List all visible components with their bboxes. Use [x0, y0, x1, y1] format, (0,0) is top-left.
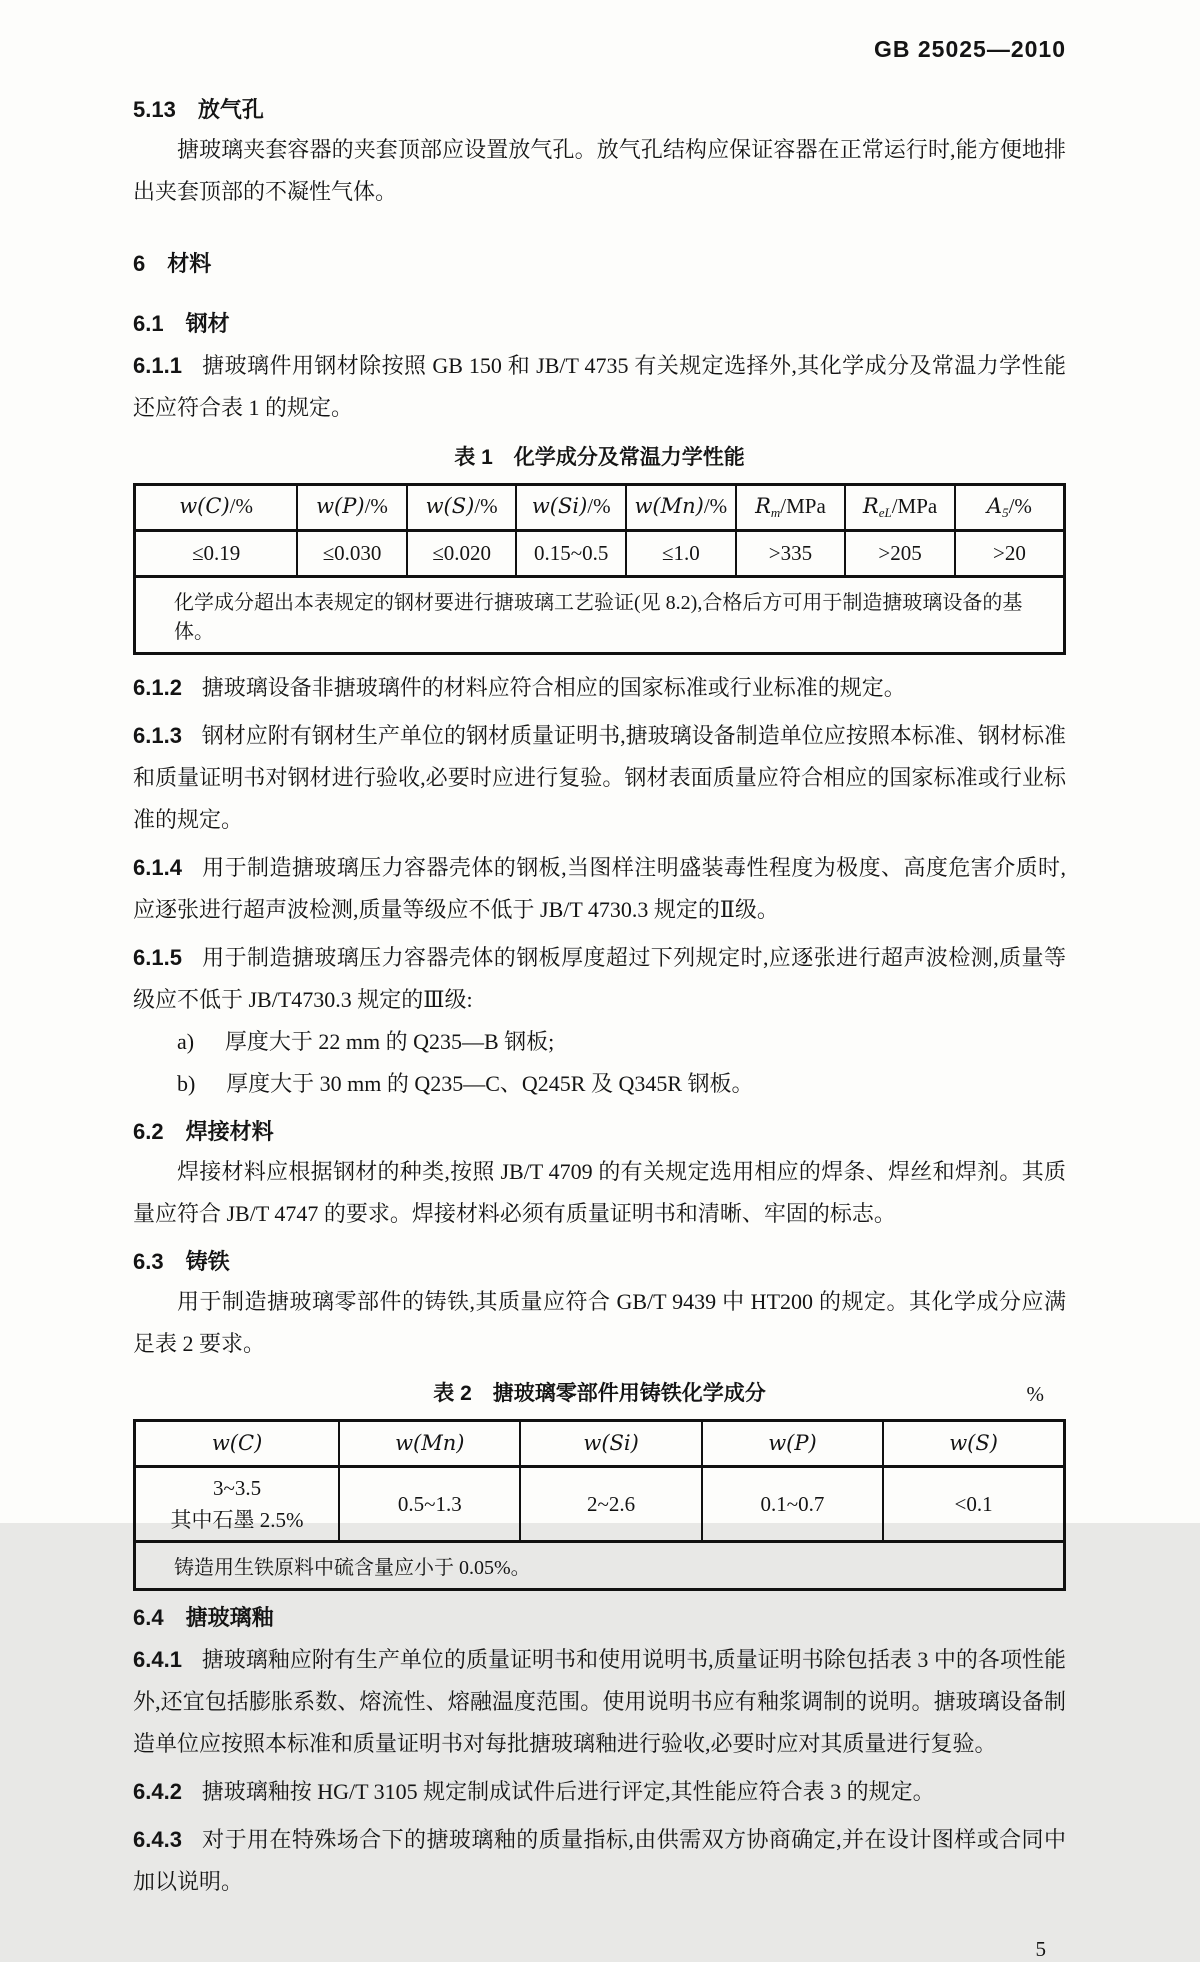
table-2-header-cell: w(Si) [520, 1421, 701, 1467]
clause-number: 6.1.5 [133, 945, 182, 970]
list-item-a [133, 1021, 1066, 1063]
clause-6-1-3 [133, 715, 1066, 841]
table-2-cell [135, 1467, 340, 1542]
clause-text: 搪玻璃件用钢材除按照 GB 150 和 JB/T 4735 有关规定选择外,其化学成分及常温力学性能还应符合表 1 的规定。 [133, 353, 1066, 420]
table-2-cell: 2~2.6 [520, 1467, 701, 1542]
heading-number: 6.1 [133, 311, 164, 336]
table-1-cell: >20 [955, 531, 1065, 577]
table-2-header-cell: w(S) [883, 1421, 1064, 1467]
table-1-cell: 0.15~0.5 [516, 531, 626, 577]
paragraph-5-13: 搪玻璃夹套容器的夹套顶部应设置放气孔。放气孔结构应保证容器在正常运行时,能方便地排出夹套顶部的不凝性气体。 [133, 137, 1066, 204]
clause-6-4-2 [133, 1771, 1066, 1813]
table-1-header-cell: w(C)/% [135, 485, 298, 531]
clause-text: 对于用在特殊场合下的搪玻璃釉的质量指标,由供需双方协商确定,并在设计图样或合同中加以说明。 [133, 1827, 1066, 1894]
table-2-value-row [135, 1467, 1065, 1542]
heading-title: 钢材 [185, 311, 230, 336]
table-2 [133, 1419, 1066, 1591]
clause-text: 搪玻璃釉应附有生产单位的质量证明书和使用说明书,质量证明书除包括表 3 中的各项性能外,还宜包括膨胀系数、熔流性、熔融温度范围。使用说明书应有釉浆调制的说明。搪玻璃设备制造单位应按照本标准和质量证明书对每批搪玻璃釉进行验收,必要时应对其质量进行复验。 [133, 1647, 1066, 1756]
table-1-cell: ≤0.030 [297, 531, 407, 577]
table-1-cell: >335 [736, 531, 846, 577]
table-1-note: 化学成分超出本表规定的钢材要进行搪玻璃工艺验证(见 8.2),合格后方可用于制造搪玻璃设备的基体。 [135, 577, 1065, 654]
table-2-unit-label: % [1026, 1382, 1044, 1406]
heading-6-4 [133, 1603, 1066, 1633]
clause-text: 钢材应附有钢材生产单位的钢材质量证明书,搪玻璃设备制造单位应按照本标准、钢材标准和质量证明书对钢材进行验收,必要时应进行复验。钢材表面质量应符合相应的国家标准或行业标准的规定。 [133, 723, 1066, 832]
heading-title: 搪玻璃釉 [185, 1605, 274, 1630]
table-2-cell: <0.1 [883, 1467, 1064, 1542]
table-1-header-cell: w(Mn)/% [626, 485, 736, 531]
table-2-note-row [135, 1542, 1065, 1590]
clause-text: 搪玻璃釉按 HG/T 3105 规定制成试件后进行评定,其性能应符合表 3 的规定。 [201, 1779, 935, 1804]
clause-6-1-4 [133, 847, 1066, 931]
table-1-header-cell: $A_5/\%$ [955, 485, 1065, 531]
heading-title: 焊接材料 [185, 1119, 274, 1144]
table-1-header-cell: w(S)/% [407, 485, 517, 531]
table-1-note-row [135, 577, 1065, 654]
table-1-cell: ≤1.0 [626, 531, 736, 577]
clause-6-1-5 [133, 937, 1066, 1021]
table-1-cell: ≤0.020 [407, 531, 517, 577]
list-text: 厚度大于 30 mm 的 Q235—C、Q245R 及 Q345R 钢板。 [226, 1071, 754, 1096]
table-1-header-cell: $R_{eL}$/MPa [845, 485, 955, 531]
clause-text: 搪玻璃设备非搪玻璃件的材料应符合相应的国家标准或行业标准的规定。 [201, 675, 906, 700]
list-marker: b) [177, 1071, 196, 1096]
table-2-header-cell: w(Mn) [339, 1421, 520, 1467]
table-1-header-cell: $R_m$/MPa [736, 485, 846, 531]
table-1-cell: >205 [845, 531, 955, 577]
clause-6-1-1 [133, 345, 1066, 429]
heading-number: 6.4 [133, 1605, 164, 1630]
heading-6 [133, 249, 1066, 279]
table-1 [133, 483, 1066, 655]
heading-title: 材料 [167, 251, 212, 276]
table-2-header-row [135, 1421, 1065, 1467]
clause-6-1-2 [133, 667, 1066, 709]
table-1-header-cell: w(Si)/% [516, 485, 626, 531]
heading-number: 6.2 [133, 1119, 164, 1144]
caption-text: 表 2 搪玻璃零部件用铸铁化学成分 [433, 1382, 766, 1405]
table-1-cell: ≤0.19 [135, 531, 298, 577]
list-text: 厚度大于 22 mm 的 Q235—B 钢板; [224, 1029, 555, 1054]
heading-6-2 [133, 1117, 1066, 1147]
caption-text: 表 1 化学成分及常温力学性能 [454, 446, 745, 469]
table-2-caption [133, 1379, 1066, 1409]
table-2-note: 铸造用生铁原料中硫含量应小于 0.05%。 [135, 1542, 1065, 1590]
table-1-header-cell: w(P)/% [297, 485, 407, 531]
table-2-header-cell: w(P) [702, 1421, 883, 1467]
clause-number: 6.1.3 [133, 723, 182, 748]
clause-number: 6.4.1 [133, 1647, 182, 1672]
table-1-header-row [135, 485, 1065, 531]
list-marker: a) [177, 1029, 195, 1054]
heading-number: 6.3 [133, 1249, 164, 1274]
heading-5-13 [133, 95, 1066, 125]
clause-text: 用于制造搪玻璃压力容器壳体的钢板,当图样注明盛装毒性程度为极度、高度危害介质时,应逐张进行超声波检测,质量等级应不低于 JB/T 4730.3 规定的Ⅱ级。 [133, 855, 1066, 922]
table-2-header-cell: w(C) [135, 1421, 340, 1467]
clause-number: 6.4.3 [133, 1827, 182, 1852]
table-2-cell: 0.1~0.7 [702, 1467, 883, 1542]
heading-6-1 [133, 309, 1066, 339]
cell-line-1: 3~3.5 [212, 1476, 262, 1500]
heading-6-3 [133, 1247, 1066, 1277]
table-1-value-row [135, 531, 1065, 577]
clause-text: 用于制造搪玻璃压力容器壳体的钢板厚度超过下列规定时,应逐张进行超声波检测,质量等级应不低于 JB/T4730.3 规定的Ⅲ级: [133, 945, 1066, 1012]
heading-number: 5.13 [133, 97, 176, 122]
list-item-b [133, 1063, 1066, 1105]
page-number: 5 [1035, 1937, 1046, 1961]
clause-6-4-1 [133, 1639, 1066, 1765]
paragraph-6-3: 用于制造搪玻璃零部件的铸铁,其质量应符合 GB/T 9439 中 HT200 的规定。其化学成分应满足表 2 要求。 [133, 1289, 1066, 1356]
heading-number: 6 [133, 251, 146, 276]
clause-number: 6.1.4 [133, 855, 182, 880]
heading-title: 铸铁 [185, 1249, 230, 1274]
heading-title: 放气孔 [197, 97, 264, 122]
table-1-caption [133, 443, 1066, 473]
cell-line-2: 其中石墨 2.5% [170, 1508, 304, 1532]
table-2-cell: 0.5~1.3 [339, 1467, 520, 1542]
clause-6-4-3 [133, 1819, 1066, 1903]
clause-number: 6.1.1 [133, 353, 182, 378]
doc-number: GB 25025—2010 [873, 36, 1066, 62]
clause-number: 6.4.2 [133, 1779, 182, 1804]
paragraph-6-2: 焊接材料应根据钢材的种类,按照 JB/T 4709 的有关规定选用相应的焊条、焊丝和焊剂。其质量应符合 JB/T 4747 的要求。焊接材料必须有质量证明书和清晰、牢固的标志。 [133, 1159, 1066, 1226]
clause-number: 6.1.2 [133, 675, 182, 700]
